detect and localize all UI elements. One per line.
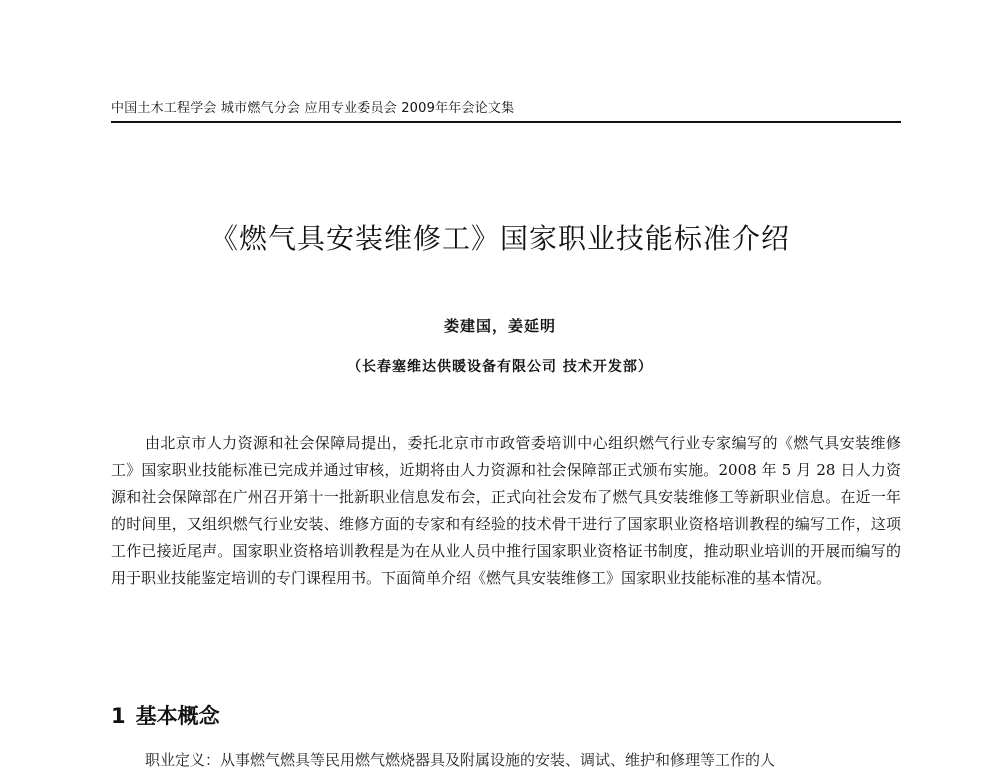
affiliation: （长春塞维达供暖设备有限公司 技术开发部）	[347, 359, 653, 375]
authors: 娄建国，姜延明	[443, 317, 556, 335]
paper-title: 《燃气具安装维修工》国家职业技能标准介绍	[209, 222, 790, 255]
header-rule	[111, 121, 901, 123]
running-head: 中国土木工程学会 城市燃气分会 应用专业委员会 2009年年会论文集	[111, 101, 515, 116]
section-title: 基本概念	[135, 704, 220, 728]
abstract-paragraph: 由北京市人力资源和社会保障局提出，委托北京市市政管委培训中心组织燃气行业专家编写的《燃气具安装维修工》国家职业技能标准已完成并通过审核，近期将由人力资源和社会保障部正式颁布实施。2008 年 5 月 28 日人力资源和社会保障部在广州召开第十一批新职业信息发布会，正式向社会发布了燃气具安装维修工等新职业信息。在近一年的时间里，又组织燃气行业安装、维修方面的专家和有经验的技术骨干进行了国家职业资格培训教程的编写工作，这项工作已接近尾声。国家职业资格培训教程是为在从业人员中推行国家职业资格证书制度，推动职业培训的开展而编写的用于职业技能鉴定培训的专门课程用书。下面简单介绍《燃气具安装维修工》国家职业技能标准的基本情况。	[111, 434, 901, 587]
section-number: 1	[111, 704, 126, 728]
section-heading	[111, 702, 220, 730]
section-body-partial-line: 职业定义：从事燃气燃具等民用燃气燃烧器具及附属设施的安装、调试、维护和修理等工作的人	[145, 751, 776, 769]
